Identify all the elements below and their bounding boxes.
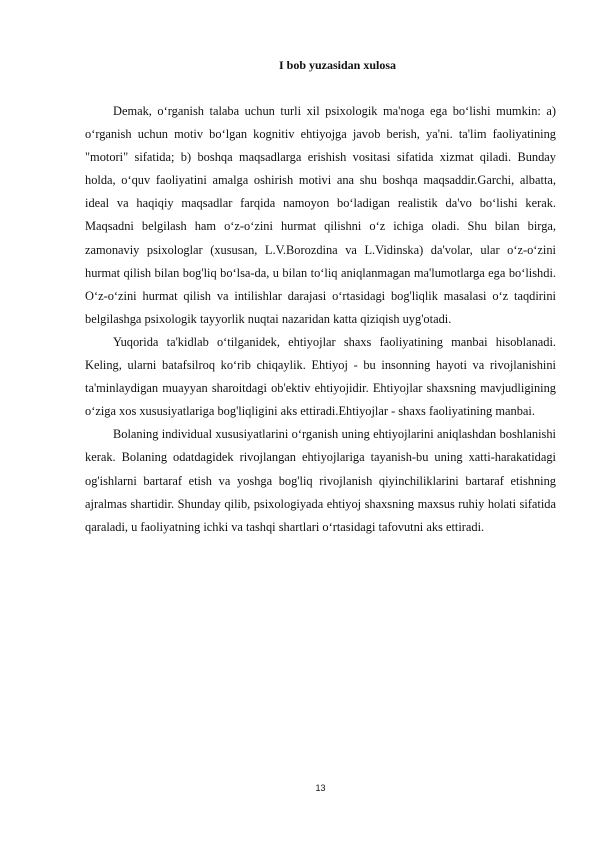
paragraph-1: Demak, o‘rganish talaba uchun turli xil psixologik ma'noga ega bo‘lishi mumkin: a) o‘rganish uchun motiv bo‘lgan kognitiv ehtiyojga javob berish, ya'ni. ta'lim faoliyatining "motori" sifatida; b) boshqa maqsadlarga erishish vositasi sifatida xizmat qiladi. Bunday holda, o‘quv faoliyatini amalga oshirish motivi ana shu boshqa maqsaddir.Garchi, albatta, ideal va haqiqiy maqsadlar farqida namoyon bo‘ladigan realistik da'vo bo‘lishi kerak. Maqsadni belgilash ham o‘z-o‘zini hurmat qilishni o‘z ichiga oladi. Shu bilan birga, zamonaviy psixologlar (xususan, L.V.Borozdina va L.Vidinska) da'volar, ular o‘z-o‘zini hurmat qilish bilan bog'liq bo‘lsa-da, u bilan to‘liq aniqlanmagan ma'lumotlarga ega bo‘lishdi. O‘z-o‘zini hurmat qilish va intilishlar darajasi o‘rtasidagi bog'liqlik masalasi o‘z taqdirini belgilashga psixologik tayyorlik nuqtai nazaridan katta qiziqish uyg'otadi. xyxy=(85,104,556,326)
document-body xyxy=(85,100,556,539)
paragraph-3: Bolaning individual xususiyatlarini o‘rganish uning ehtiyojlarini aniqlashdan boshlanishi kerak. Bolaning odatdagidek rivojlangan ehtiyojlariga tayanish-bu uning xatti-harakatidagi og'ishlarni bartaraf etish va yoshga bog'liq rivojlanish qiyinchiliklarini bartaraf etishning ajralmas shartidir. Shunday qilib, psixologiyada ehtiyoj shaxsning maxsus ruhiy holati sifatida qaraladi, u faoliyatning ichki va tashqi shartlari o‘rtasidagi tafovutni aks ettiradi. xyxy=(85,427,556,534)
page-number: 13 xyxy=(315,783,326,793)
paragraph-2: Yuqorida ta'kidlab o‘tilganidek, ehtiyojlar shaxs faoliyatining manbai hisoblanadi. Keling, ularni batafsilroq ko‘rib chiqaylik. Ehtiyoj - bu insonning hayoti va rivojlanishini ta'minlaydigan muayyan sharoitdagi ob'ektiv ehtiyojidir. Ehtiyojlar shaxsning mavjudligining o‘ziga xos xususiyatlariga bog'liqligini aks ettiradi.Ehtiyojlar - shaxs faoliyatining manbai. xyxy=(85,334,556,419)
section-title: I bob yuzasidan xulosa xyxy=(278,58,397,72)
